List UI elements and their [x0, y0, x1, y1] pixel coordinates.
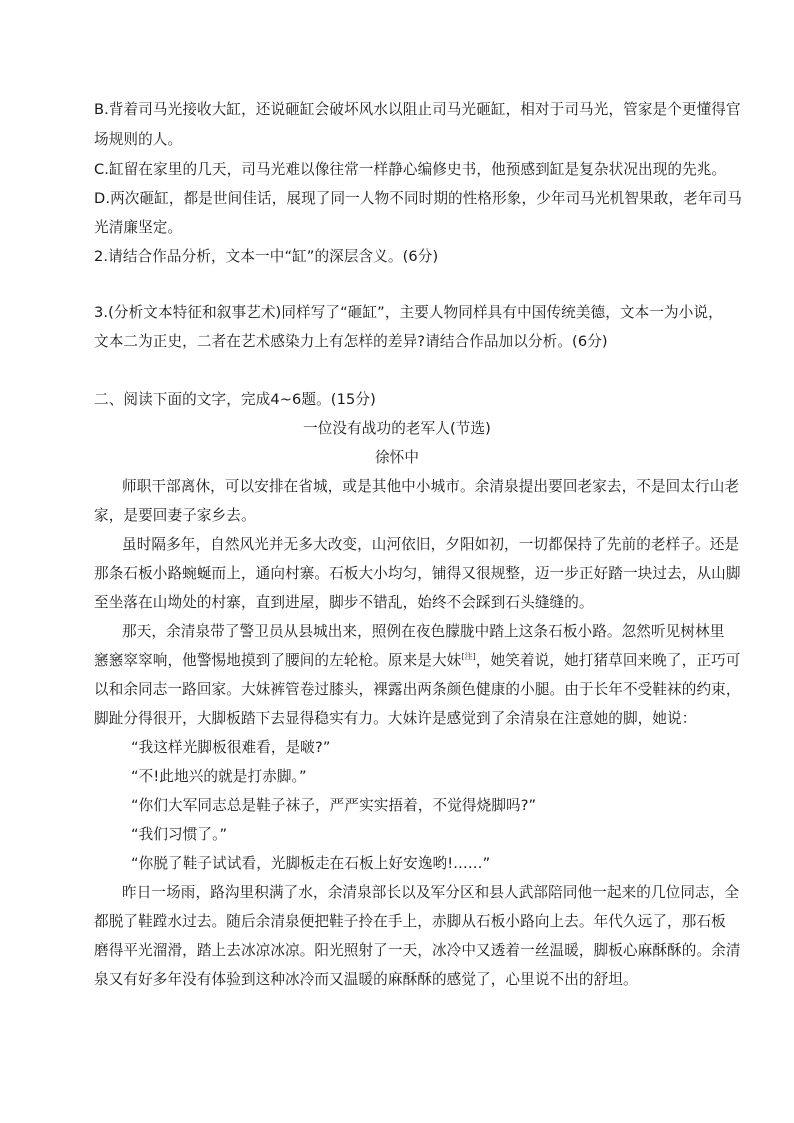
dialogue-2: “不!此地兴的就是打赤脚。”: [131, 768, 307, 785]
dialogue-5: “你脱了鞋子试试看，光脚板走在石板上好安逸哟!……”: [131, 855, 491, 872]
paragraph-3-line-3: 以和余同志一路回家。大妹裤管卷过膝头，裸露出两条颜色健康的小腿。由于长年不受鞋袜的约束，: [94, 681, 741, 698]
dialogue-4: “我们习惯了。”: [131, 826, 228, 843]
option-c-line-1: C.缸留在家里的几天，司马光难以像往常一样静心编修史书，他预感到缸是复杂状况出现的先兆。: [94, 161, 727, 178]
passage-author: 徐怀中: [374, 449, 420, 466]
section-heading: 二、阅读下面的文字，完成4~6题。(15分): [94, 391, 376, 408]
paragraph-3-line-2-end: ，她笑着说，她打猪草回来晚了，正巧可: [475, 652, 741, 669]
paragraph-4-line-1: 昨日一场雨，路沟里积满了水，余清泉部长以及军分区和县人武部陪同他一起来的几位同志，全: [122, 884, 740, 901]
option-b-line-2: 场规则的人。: [94, 131, 183, 148]
paragraph-3-line-2: [94, 651, 740, 671]
paragraph-2-line-3: 至坐落在山坳处的村寨，直到进屋，脚步不错乱，始终不会踩到石头缝缝的。: [94, 594, 594, 611]
option-d-line-1: D.两次砸缸，都是世间佳话，展现了同一人物不同时期的性格形象，少年司马光机智果敢，老年司马: [94, 190, 742, 207]
paragraph-3-line-4: 脚趾分得很开，大脚板踏下去显得稳实有力。大妹许是感觉到了余清泉在注意她的脚，她说：: [94, 710, 697, 727]
question-2: 2.请结合作品分析，文本一中“缸”的深层含义。(6分): [94, 248, 439, 265]
paragraph-3-line-2-start: 窸窸窣窣响，他警惕地摸到了腰间的左轮枪。原来是大妹: [94, 652, 462, 669]
passage-title: 一位没有战功的老军人(节选): [303, 420, 491, 437]
option-d-line-2: 光清廉坚定。: [94, 219, 183, 236]
question-3-line-2: 文本二为正史，二者在艺术感染力上有怎样的差异?请结合作品加以分析。(6分): [94, 333, 608, 350]
paragraph-4-line-2: 都脱了鞋蹚水过去。随后余清泉便把鞋子拎在手上，赤脚从石板小路向上去。年代久远了，那石板: [94, 913, 726, 930]
paragraph-4-line-4: 泉又有好多年没有体验到这种冰冷而又温暖的麻酥酥的感觉了，心里说不出的舒坦。: [94, 971, 638, 988]
paragraph-1-line-1: 师职干部离休，可以安排在省城，或是其他中小城市。余清泉提出要回老家去，不是回太行山老: [122, 478, 740, 495]
paragraph-3-line-1: 那天，余清泉带了警卫员从县城出来，照例在夜色朦胧中踏上这条石板小路。忽然听见树林里: [122, 623, 725, 640]
dialogue-3: “你们大军同志总是鞋子袜子，严严实实捂着，不觉得烧脚吗?”: [131, 797, 537, 814]
footnote-marker: [注]: [461, 652, 476, 662]
paragraph-2-line-2: 那条石板小路蜿蜒而上，通向村寨。石板大小均匀，铺得又很规整，迈一步正好踏一块过去，从山脚: [94, 565, 741, 582]
paragraph-4-line-3: 磨得平光溜滑，踏上去冰凉冰凉。阳光照射了一天，冰冷中又透着一丝温暖，脚板心麻酥酥的。余清: [94, 942, 741, 959]
option-b-line-1: B.背着司马光接收大缸，还说砸缸会破坏风水以阻止司马光砸缸，相对于司马光，管家是个更懂得官: [94, 101, 741, 118]
paragraph-2-line-1: 虽时隔多年，自然风光并无多大改变，山河依旧，夕阳如初，一切都保持了先前的老样子。还是: [122, 536, 740, 553]
paragraph-1-line-2: 家，是要回妻子家乡去。: [94, 507, 256, 524]
dialogue-1: “我这样光脚板很难看，是啵?”: [131, 739, 331, 756]
question-3-line-1: 3.(分析文本特征和叙事艺术)同样写了“砸缸”，主要人物同样具有中国传统美德，文本一为小说，: [94, 304, 723, 321]
